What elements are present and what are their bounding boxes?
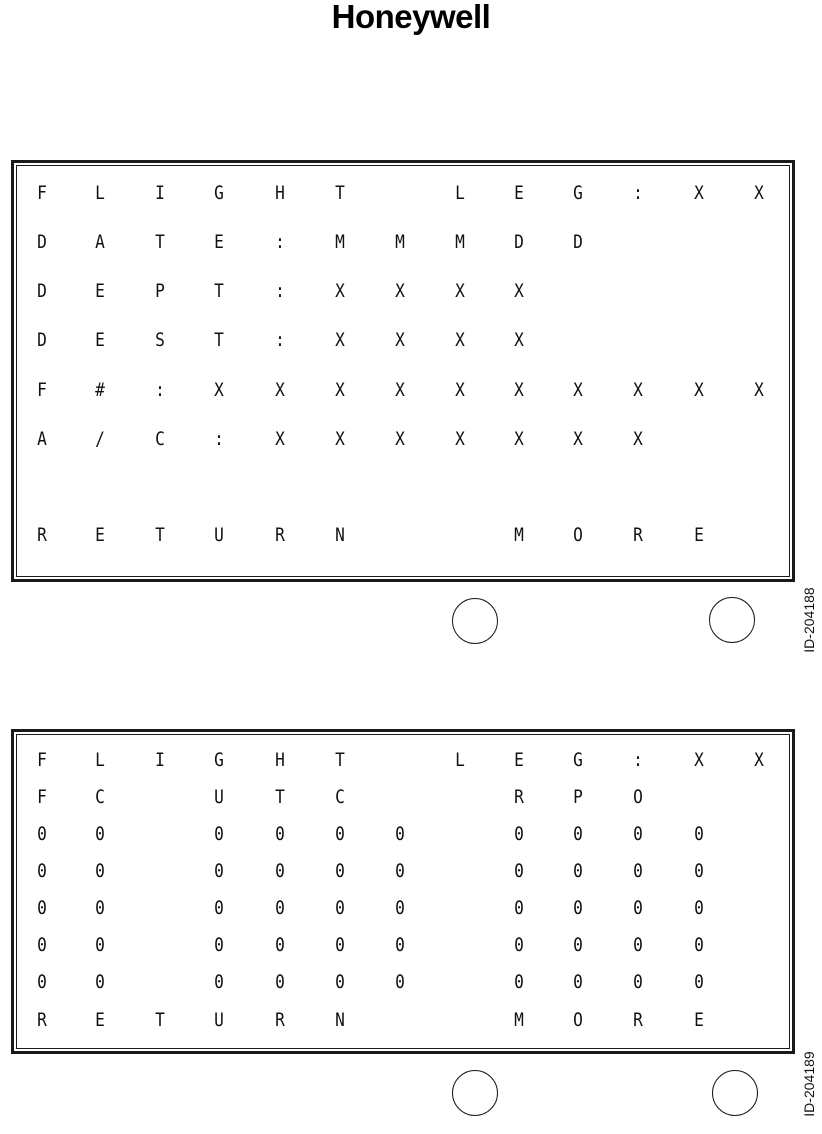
screen-char: X <box>573 428 583 450</box>
screen-char: E <box>214 231 224 253</box>
screen-char: U <box>214 1009 224 1031</box>
screen-char: C <box>155 428 165 450</box>
screen-char: 0 <box>335 934 345 956</box>
screen-char: : <box>275 280 285 302</box>
screen-char: E <box>95 329 105 351</box>
screen-char: R <box>37 524 47 546</box>
screen-char: 0 <box>335 860 345 882</box>
screen-char: D <box>37 280 47 302</box>
screen-char: 0 <box>573 823 583 845</box>
screen-char: 0 <box>694 934 704 956</box>
screen-char: X <box>335 379 345 401</box>
screen-char: M <box>455 231 465 253</box>
screen-char: X <box>335 280 345 302</box>
screen-char: 0 <box>275 971 285 993</box>
cdu-screen-flight-leg-fuel <box>11 729 795 1054</box>
screen-char: L <box>95 749 105 771</box>
screen-char: G <box>573 182 583 204</box>
screen-char: L <box>455 749 465 771</box>
screen-char: X <box>694 749 704 771</box>
screen-char: I <box>155 182 165 204</box>
screen-char: E <box>694 1009 704 1031</box>
screen-char: O <box>573 1009 583 1031</box>
screen-char: T <box>335 182 345 204</box>
screen-char: M <box>335 231 345 253</box>
screen-char: L <box>455 182 465 204</box>
screen-char: X <box>455 329 465 351</box>
screen-char: X <box>395 280 405 302</box>
screen-char: : <box>633 749 643 771</box>
screen-char: 0 <box>275 897 285 919</box>
screen-line <box>14 474 792 500</box>
screen-char: 0 <box>514 971 524 993</box>
screen-line <box>14 784 792 810</box>
screen-char: O <box>633 786 643 808</box>
screen-line <box>14 821 792 847</box>
screen-char: X <box>514 329 524 351</box>
screen-char: O <box>573 524 583 546</box>
screen-char: X <box>214 379 224 401</box>
screen-char: 0 <box>694 860 704 882</box>
screen-char: : <box>275 329 285 351</box>
screen-char: X <box>694 379 704 401</box>
screen-char: 0 <box>395 971 405 993</box>
screen-char: X <box>275 428 285 450</box>
screen-char: 0 <box>573 860 583 882</box>
screen-char: 0 <box>395 934 405 956</box>
screen-char: T <box>335 749 345 771</box>
screen-char: X <box>335 329 345 351</box>
screen-char: P <box>155 280 165 302</box>
return-line-select-button[interactable] <box>712 1070 758 1116</box>
screen-char: 0 <box>214 860 224 882</box>
screen-char: 0 <box>95 823 105 845</box>
screen-char: X <box>694 182 704 204</box>
screen-char: E <box>514 749 524 771</box>
screen-char: X <box>275 379 285 401</box>
screen-char: 0 <box>95 897 105 919</box>
screen-char: 0 <box>37 934 47 956</box>
screen-char: R <box>633 1009 643 1031</box>
screen-char: 0 <box>694 897 704 919</box>
screen-char: 0 <box>37 971 47 993</box>
screen-char: F <box>37 749 47 771</box>
screen-char: 0 <box>694 823 704 845</box>
screen-char: T <box>275 786 285 808</box>
screen-char: X <box>633 379 643 401</box>
screen-char: 0 <box>275 934 285 956</box>
screen-char: H <box>275 749 285 771</box>
screen-char: 0 <box>694 971 704 993</box>
screen-line <box>14 1007 792 1033</box>
screen-line <box>14 895 792 921</box>
screen-char: 0 <box>573 897 583 919</box>
screen-char: X <box>573 379 583 401</box>
screen-line <box>14 932 792 958</box>
screen-char: P <box>573 786 583 808</box>
screen-char: D <box>37 329 47 351</box>
screen-char: 0 <box>633 823 643 845</box>
screen-char: 0 <box>633 860 643 882</box>
screen-char: 0 <box>633 897 643 919</box>
screen-char: X <box>514 280 524 302</box>
screen-char: A <box>95 231 105 253</box>
screen-char: 0 <box>633 934 643 956</box>
screen-char: E <box>95 280 105 302</box>
screen-char: 0 <box>95 934 105 956</box>
screen-char: U <box>214 786 224 808</box>
screen-char: M <box>395 231 405 253</box>
screen-char: R <box>275 524 285 546</box>
screen-char: : <box>633 182 643 204</box>
screen-char: 0 <box>395 823 405 845</box>
more-line-select-button[interactable] <box>452 598 498 644</box>
screen-char: C <box>95 786 105 808</box>
screen-char: X <box>395 379 405 401</box>
return-line-select-button[interactable] <box>709 597 755 643</box>
screen-char: 0 <box>514 823 524 845</box>
screen-char: 0 <box>335 823 345 845</box>
screen-char: X <box>514 379 524 401</box>
screen-line <box>14 426 792 452</box>
screen-char: F <box>37 786 47 808</box>
screen-char: T <box>155 1009 165 1031</box>
screen-char: 0 <box>37 823 47 845</box>
screen-line <box>14 969 792 995</box>
screen-char: N <box>335 1009 345 1031</box>
screen-line <box>14 747 792 773</box>
screen-line <box>14 858 792 884</box>
more-line-select-button[interactable] <box>452 1070 498 1116</box>
screen-char: 0 <box>514 897 524 919</box>
screen-line <box>14 180 792 206</box>
screen-char: E <box>95 524 105 546</box>
screen-char: T <box>214 280 224 302</box>
screen-char: 0 <box>275 860 285 882</box>
screen-char: R <box>37 1009 47 1031</box>
screen-char: R <box>275 1009 285 1031</box>
screen-char: X <box>455 379 465 401</box>
screen-char: : <box>214 428 224 450</box>
screen-char: X <box>514 428 524 450</box>
screen-char: X <box>754 182 764 204</box>
screen-char: A <box>37 428 47 450</box>
screen-char: E <box>95 1009 105 1031</box>
screen-char: T <box>155 231 165 253</box>
screen-char: E <box>694 524 704 546</box>
screen-char: E <box>514 182 524 204</box>
screen-char: L <box>95 182 105 204</box>
screen-char: 0 <box>514 934 524 956</box>
screen-char: : <box>275 231 285 253</box>
screen-char: D <box>514 231 524 253</box>
screen-char: X <box>395 428 405 450</box>
screen-char: T <box>214 329 224 351</box>
screen-line <box>14 522 792 548</box>
screen-char: U <box>214 524 224 546</box>
screen-char: F <box>37 379 47 401</box>
screen-char: 0 <box>214 897 224 919</box>
screen-char: 0 <box>95 971 105 993</box>
figure-id-label: ID-204188 <box>801 587 817 653</box>
screen-char: : <box>155 379 165 401</box>
screen-char: 0 <box>214 934 224 956</box>
screen-char: M <box>514 524 524 546</box>
screen-char: G <box>214 749 224 771</box>
screen-char: 0 <box>335 897 345 919</box>
screen-char: X <box>395 329 405 351</box>
screen-char: 0 <box>573 971 583 993</box>
screen-char: S <box>155 329 165 351</box>
screen-line <box>14 377 792 403</box>
screen-char: H <box>275 182 285 204</box>
screen-char: 0 <box>37 860 47 882</box>
screen-char: X <box>455 280 465 302</box>
screen-char: C <box>335 786 345 808</box>
screen-line <box>14 229 792 255</box>
screen-char: 0 <box>214 971 224 993</box>
screen-char: G <box>214 182 224 204</box>
screen-char: 0 <box>335 971 345 993</box>
screen-char: G <box>573 749 583 771</box>
screen-char: X <box>754 379 764 401</box>
honeywell-logo: Honeywell <box>331 0 491 35</box>
screen-char: 0 <box>95 860 105 882</box>
screen-char: 0 <box>395 897 405 919</box>
screen-char: R <box>633 524 643 546</box>
screen-char: I <box>155 749 165 771</box>
screen-char: T <box>155 524 165 546</box>
screen-line <box>14 278 792 304</box>
screen-char: X <box>455 428 465 450</box>
screen-char: R <box>514 786 524 808</box>
screen-line <box>14 327 792 353</box>
screen-char: 0 <box>573 934 583 956</box>
screen-char: D <box>573 231 583 253</box>
figure-id-label: ID-204189 <box>801 1051 817 1117</box>
screen-char: / <box>95 428 105 450</box>
cdu-screen-flight-leg-info <box>11 160 795 582</box>
screen-char: X <box>754 749 764 771</box>
screen-char: D <box>37 231 47 253</box>
screen-char: X <box>335 428 345 450</box>
screen-char: 0 <box>514 860 524 882</box>
screen-char: N <box>335 524 345 546</box>
screen-char: F <box>37 182 47 204</box>
screen-char: 0 <box>275 823 285 845</box>
screen-char: 0 <box>633 971 643 993</box>
screen-char: M <box>514 1009 524 1031</box>
screen-char: X <box>633 428 643 450</box>
screen-char: 0 <box>37 897 47 919</box>
screen-char: # <box>95 379 105 401</box>
screen-char: 0 <box>214 823 224 845</box>
screen-char: 0 <box>395 860 405 882</box>
